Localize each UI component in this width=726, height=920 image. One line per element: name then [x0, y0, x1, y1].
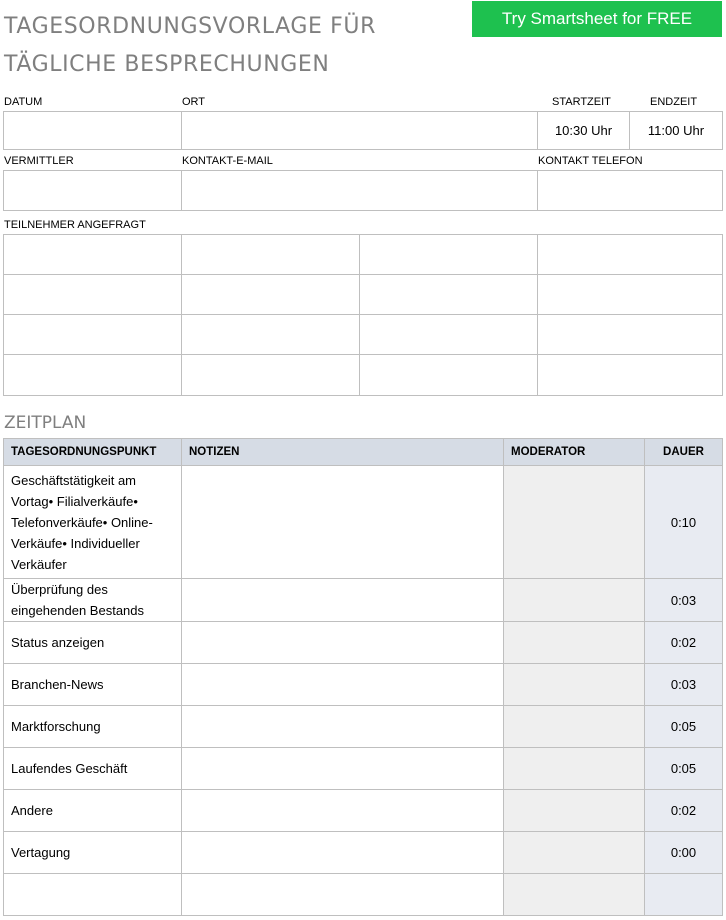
ort-label: ORT: [182, 96, 206, 108]
ort-field[interactable]: [182, 112, 538, 150]
table-row: [4, 832, 723, 874]
attendee-cell[interactable]: [538, 235, 723, 275]
attendee-cell[interactable]: [360, 315, 538, 355]
table-row: [4, 706, 723, 748]
agenda-item[interactable]: Marktforschung: [4, 706, 182, 748]
attendee-cell[interactable]: [4, 275, 182, 315]
duration-cell[interactable]: 0:05: [645, 748, 723, 790]
attendee-cell[interactable]: [4, 315, 182, 355]
attendee-cell[interactable]: [360, 275, 538, 315]
agenda-item[interactable]: Laufendes Geschäft: [4, 748, 182, 790]
agenda-item[interactable]: [4, 874, 182, 916]
notes-cell[interactable]: [182, 466, 504, 579]
notes-cell[interactable]: [182, 706, 504, 748]
table-row: [4, 664, 723, 706]
duration-cell[interactable]: 0:00: [645, 832, 723, 874]
column-header-item: TAGESORDNUNGSPUNKT: [4, 439, 182, 466]
agenda-item[interactable]: Andere: [4, 790, 182, 832]
moderator-cell[interactable]: [504, 790, 645, 832]
moderator-cell[interactable]: [504, 874, 645, 916]
try-smartsheet-button[interactable]: Try Smartsheet for FREE: [472, 1, 722, 37]
moderator-cell[interactable]: [504, 664, 645, 706]
vermittler-label: VERMITTLER: [4, 155, 74, 167]
moderator-cell[interactable]: [504, 832, 645, 874]
contact-table: [3, 170, 723, 211]
vermittler-field[interactable]: [4, 171, 182, 211]
kontakt-email-label: KONTAKT-E-MAIL: [182, 155, 273, 167]
notes-cell[interactable]: [182, 579, 504, 622]
agenda-item[interactable]: Vertagung: [4, 832, 182, 874]
attendee-cell[interactable]: [538, 315, 723, 355]
column-header-duration: DAUER: [645, 439, 723, 466]
table-row: [4, 790, 723, 832]
attendee-cell[interactable]: [538, 355, 723, 396]
notes-cell[interactable]: [182, 748, 504, 790]
duration-cell[interactable]: 0:03: [645, 664, 723, 706]
agenda-item[interactable]: Status anzeigen: [4, 622, 182, 664]
attendee-cell[interactable]: [182, 275, 360, 315]
attendees-table: [3, 234, 723, 396]
kontakt-telefon-label: KONTAKT TELEFON: [538, 155, 643, 167]
zeitplan-heading: ZEITPLAN: [4, 413, 87, 433]
attendee-cell[interactable]: [182, 355, 360, 396]
moderator-cell[interactable]: [504, 466, 645, 579]
schedule-table: [3, 438, 723, 916]
table-row: [4, 466, 723, 579]
moderator-cell[interactable]: [504, 706, 645, 748]
datum-label: DATUM: [4, 96, 43, 108]
attendee-cell[interactable]: [182, 235, 360, 275]
page-title: TAGESORDNUNGSVORLAGE FÜR TÄGLICHE BESPRECHUNGEN: [4, 14, 376, 77]
endzeit-label: ENDZEIT: [650, 96, 698, 108]
duration-cell[interactable]: [645, 874, 723, 916]
startzeit-field[interactable]: 10:30 Uhr: [538, 112, 630, 150]
moderator-cell[interactable]: [504, 622, 645, 664]
duration-cell[interactable]: 0:02: [645, 622, 723, 664]
meeting-info-table: [3, 111, 723, 150]
kontakt-telefon-field[interactable]: [538, 171, 723, 211]
endzeit-field[interactable]: 11:00 Uhr: [630, 112, 723, 150]
duration-cell[interactable]: 0:05: [645, 706, 723, 748]
table-row: [4, 622, 723, 664]
duration-cell[interactable]: 0:02: [645, 790, 723, 832]
moderator-cell[interactable]: [504, 748, 645, 790]
notes-cell[interactable]: [182, 790, 504, 832]
table-row: [4, 874, 723, 916]
agenda-item[interactable]: Überprüfung des eingehenden Bestands: [4, 579, 182, 622]
datum-field[interactable]: [4, 112, 182, 150]
teilnehmer-label: TEILNEHMER ANGEFRAGT: [4, 219, 146, 231]
notes-cell[interactable]: [182, 622, 504, 664]
duration-cell[interactable]: 0:03: [645, 579, 723, 622]
attendee-cell[interactable]: [538, 275, 723, 315]
startzeit-label: STARTZEIT: [552, 96, 611, 108]
column-header-notes: NOTIZEN: [182, 439, 504, 466]
table-row: [4, 748, 723, 790]
agenda-item[interactable]: Geschäftstätigkeit am Vortag• Filialverkäufe• Telefonverkäufe• Online-Verkäufe• Individueller Verkäufer: [4, 466, 182, 579]
kontakt-email-field[interactable]: [182, 171, 538, 211]
notes-cell[interactable]: [182, 874, 504, 916]
attendee-cell[interactable]: [4, 355, 182, 396]
agenda-item[interactable]: Branchen-News: [4, 664, 182, 706]
notes-cell[interactable]: [182, 832, 504, 874]
duration-cell[interactable]: 0:10: [645, 466, 723, 579]
attendee-cell[interactable]: [182, 315, 360, 355]
moderator-cell[interactable]: [504, 579, 645, 622]
attendee-cell[interactable]: [360, 355, 538, 396]
column-header-moderator: MODERATOR: [504, 439, 645, 466]
attendee-cell[interactable]: [4, 235, 182, 275]
table-row: [4, 579, 723, 622]
attendee-cell[interactable]: [360, 235, 538, 275]
notes-cell[interactable]: [182, 664, 504, 706]
